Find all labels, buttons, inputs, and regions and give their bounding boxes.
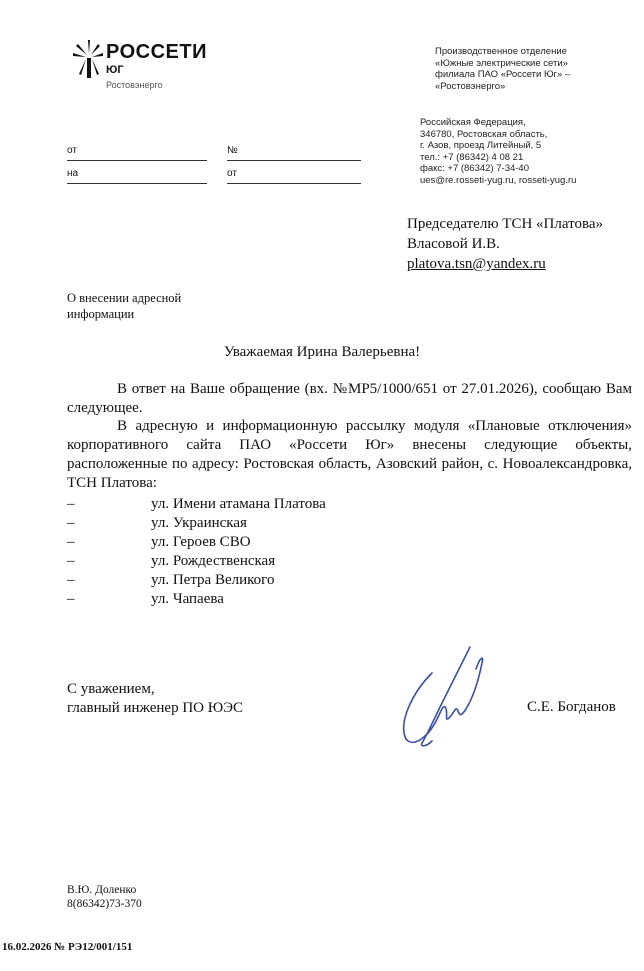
sender-address-line: факс: +7 (86342) 7-34-40	[420, 163, 529, 174]
list-dash: –	[67, 515, 75, 531]
body-paragraph-1-text: В ответ на Ваше обращение (вх. №МР5/1000/651 от 27.01.2026), сообщаю Вам следующее.	[67, 381, 632, 416]
list-item	[67, 552, 275, 571]
reg-number-label: №	[227, 145, 238, 156]
body-paragraph-1	[67, 380, 632, 418]
salutation: Уважаемая Ирина Валерьевна!	[223, 344, 421, 360]
list-item	[67, 590, 224, 609]
sender-address	[420, 117, 576, 186]
closing-regards: С уважением,	[67, 681, 155, 697]
list-item	[67, 514, 247, 533]
street-name: ул. Имени атамана Платова	[151, 496, 326, 512]
executor-phone: 8(86342)73-370	[67, 898, 142, 910]
handwritten-signature	[392, 643, 492, 753]
rosseti-logo-icon	[72, 38, 104, 80]
reg-from-label: от	[67, 145, 77, 156]
list-dash: –	[67, 572, 75, 588]
sender-address-line: 346780, Ростовская область,	[420, 128, 548, 140]
recipient-block	[407, 214, 603, 274]
sender-org-line: Производственное отделение	[435, 46, 567, 57]
reg-from2-line	[227, 183, 361, 184]
list-item	[67, 495, 326, 514]
registration-stamp: 16.02.2026 № РЭ12/001/151	[2, 941, 133, 953]
logo-branch: Ростовэнерго	[106, 80, 163, 90]
logo-name: РОССЕТИ	[106, 41, 207, 63]
body-paragraph-2	[67, 417, 632, 493]
sender-address-line: г. Азов, проезд Литейный, 5	[420, 140, 542, 151]
recipient-title: Председателю ТСН «Платова»	[407, 216, 604, 232]
street-name: ул. Героев СВО	[151, 534, 251, 550]
list-dash: –	[67, 534, 75, 550]
list-item	[67, 533, 251, 552]
list-dash: –	[67, 553, 75, 569]
reg-on-line	[67, 183, 207, 184]
reg-number-line	[227, 160, 361, 161]
logo-sub: ЮГ	[106, 64, 124, 76]
sender-organization	[435, 46, 570, 92]
sender-org-line: «Ростовэнерго»	[435, 80, 506, 92]
recipient-email-link[interactable]: platova.tsn@yandex.ru	[407, 256, 546, 272]
executor-name: В.Ю. Доленко	[67, 884, 137, 896]
list-dash: –	[67, 496, 75, 512]
reg-from2-label: от	[227, 168, 237, 179]
sender-address-line: тел.: +7 (86342) 4 08 21	[420, 151, 524, 163]
subject-line: О внесении адресной	[67, 291, 182, 305]
list-item	[67, 571, 274, 590]
street-name: ул. Рождественская	[151, 553, 276, 569]
street-name: ул. Чапаева	[151, 591, 224, 607]
sender-org-line: филиала ПАО «Россети Юг» –	[435, 69, 571, 80]
closing-block	[67, 680, 243, 718]
reg-from-line	[67, 160, 207, 161]
sender-address-line: Российская Федерация,	[420, 117, 526, 128]
letter-subject	[67, 290, 181, 322]
street-name: ул. Петра Великого	[151, 572, 275, 588]
recipient-name: Власовой И.В.	[407, 236, 500, 252]
list-dash: –	[67, 591, 75, 607]
signer-name: С.Е. Богданов	[527, 699, 616, 715]
subject-line: информации	[67, 307, 135, 321]
street-name: ул. Украинская	[151, 515, 247, 531]
closing-position: главный инженер ПО ЮЭС	[67, 700, 244, 716]
sender-org-line: «Южные электрические сети»	[435, 57, 568, 69]
reg-on-label: на	[67, 168, 79, 179]
executor-block	[67, 883, 142, 911]
sender-address-line: ues@re.rosseti-yug.ru, rosseti-yug.ru	[420, 174, 577, 186]
body-paragraph-2-text: В адресную и информационную рассылку модуля «Плановые отключения» корпоративного сайта ПАО «Россети Юг» внесены следующие объекты, расположенные по адресу: Ростовская область, Азовский район, с. Новоалександровка, ТСН Платова:	[67, 418, 632, 491]
